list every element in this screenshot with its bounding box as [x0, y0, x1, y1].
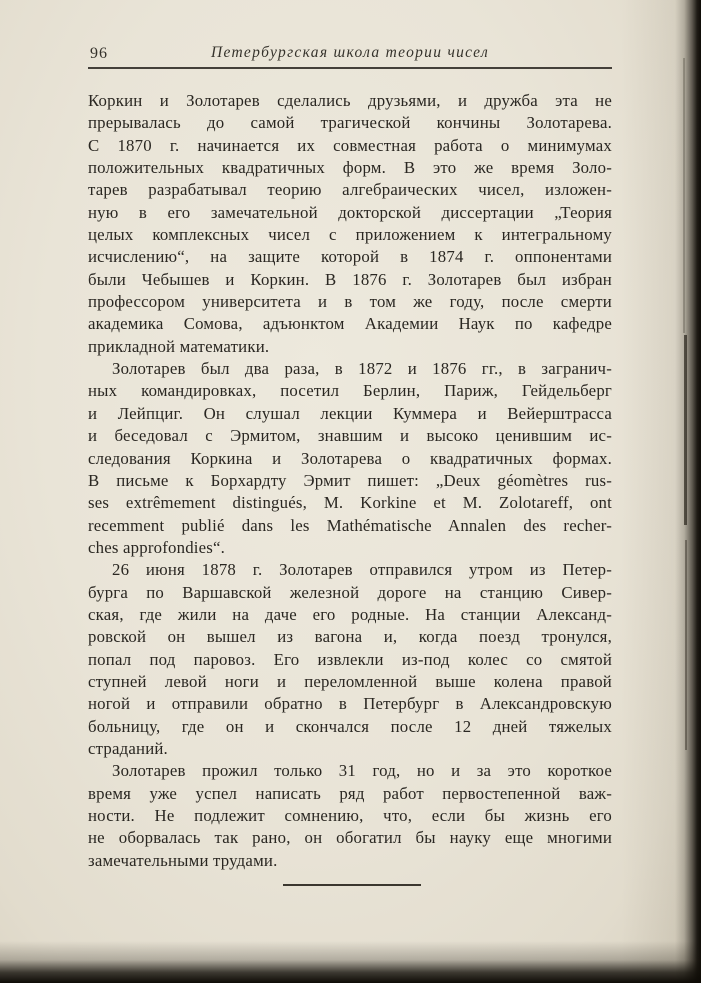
page-header [88, 44, 612, 64]
text-line: и беседовал с Эрмитом, знавшим и высоко ценившим ис- [88, 426, 612, 446]
text-line: больницу, где он и скончался после 12 дней тяжелых [88, 716, 612, 736]
scan-artifact-line [683, 58, 685, 333]
text-line: не оборвалась так рано, он обогатил бы науку еще многими [88, 828, 612, 848]
text-line: были Чебышев и Коркин. В 1876 г. Золотарев был избран [88, 269, 612, 289]
text-line: ступней левой ноги и переломленной выше колена правой [88, 671, 612, 691]
text-line: целых комплексных чисел с приложением к интегральному [88, 225, 612, 245]
paragraph [88, 90, 612, 358]
text-line: Золотарев был два раза, в 1872 и 1876 гг., в загранич- [112, 359, 612, 379]
paragraph [88, 559, 612, 760]
bottom-edge-shadow [0, 941, 701, 983]
text-line: С 1870 г. начинается их совместная работа о минимумах [88, 135, 612, 155]
running-title: Петербургская школа теории чисел [210, 44, 490, 61]
header-rule [88, 67, 612, 69]
paragraph [88, 760, 612, 872]
text-line: прерывалась до самой трагической кончины Золотарева. [88, 113, 612, 133]
text-line: положительных квадратичных форм. В это же время Золо- [88, 158, 612, 178]
text-line: попал под паровоз. Его извлекли из-под колес со смятой [88, 649, 612, 669]
text-line: следования Коркина и Золотарева о квадратичных формах. [88, 448, 612, 468]
text-line: бурга по Варшавской железной дороге на станцию Сивер- [88, 582, 612, 602]
text-line: тарев разрабатывал теорию алгебраических чисел, изложен- [88, 180, 612, 200]
body-text [88, 90, 612, 872]
text-line: ную в его замечательной докторской диссертации „Теория [88, 202, 612, 222]
scan-artifact-line [685, 540, 687, 750]
text-line: Коркин и Золотарев сделались друзьями, и дружба эта не [88, 91, 612, 110]
paragraph [88, 358, 612, 559]
page-number: 96 [90, 45, 108, 62]
text-line: Золотарев прожил только 31 год, но и за это короткое [112, 761, 612, 781]
text-line: и Лейпциг. Он слушал лекции Куммера и Вейерштрасса [88, 403, 612, 423]
text-line: замечательными трудами. [88, 850, 278, 870]
text-line: 26 июня 1878 г. Золотарев отправился утром из Петер- [112, 560, 612, 580]
text-line: время уже успел написать ряд работ первостепенной важ- [88, 783, 612, 803]
text-line: прикладной математики. [88, 336, 270, 356]
text-line: ровской он вышел из вагона и, когда поезд тронулся, [88, 627, 612, 647]
text-line: страданий. [88, 738, 168, 758]
text-line: ская, где жили на даче его родные. На станции Александ- [88, 604, 612, 624]
text-line: В письме к Борхардту Эрмит пишет: „Deux géomètres rus- [88, 470, 612, 490]
scan-artifact-line [684, 335, 687, 525]
text-line: ногой и отправили обратно в Петербург в Александровскую [88, 694, 612, 714]
right-edge-shadow [675, 0, 701, 983]
text-line: recemment publié dans les Mathématische Annalen des recher- [88, 515, 612, 535]
text-line: ches approfondies“. [88, 537, 226, 557]
right-edge-soft-shadow [621, 0, 701, 983]
text-line: исчислению“, на защите которой в 1874 г. оппонентами [88, 247, 612, 267]
text-line: ses extrêmement distingués, M. Korkine et M. Zolotareff, ont [88, 493, 612, 513]
text-line: ных командировках, посетил Берлин, Париж, Гейдельберг [88, 381, 612, 401]
text-line: академика Сомова, адъюнктом Академии Наук по кафедре [88, 314, 612, 334]
end-rule [283, 884, 421, 886]
text-line: профессором университета и в том же году, после смерти [88, 292, 612, 312]
text-line: ности. Не подлежит сомнению, что, если бы жизнь его [88, 806, 612, 825]
